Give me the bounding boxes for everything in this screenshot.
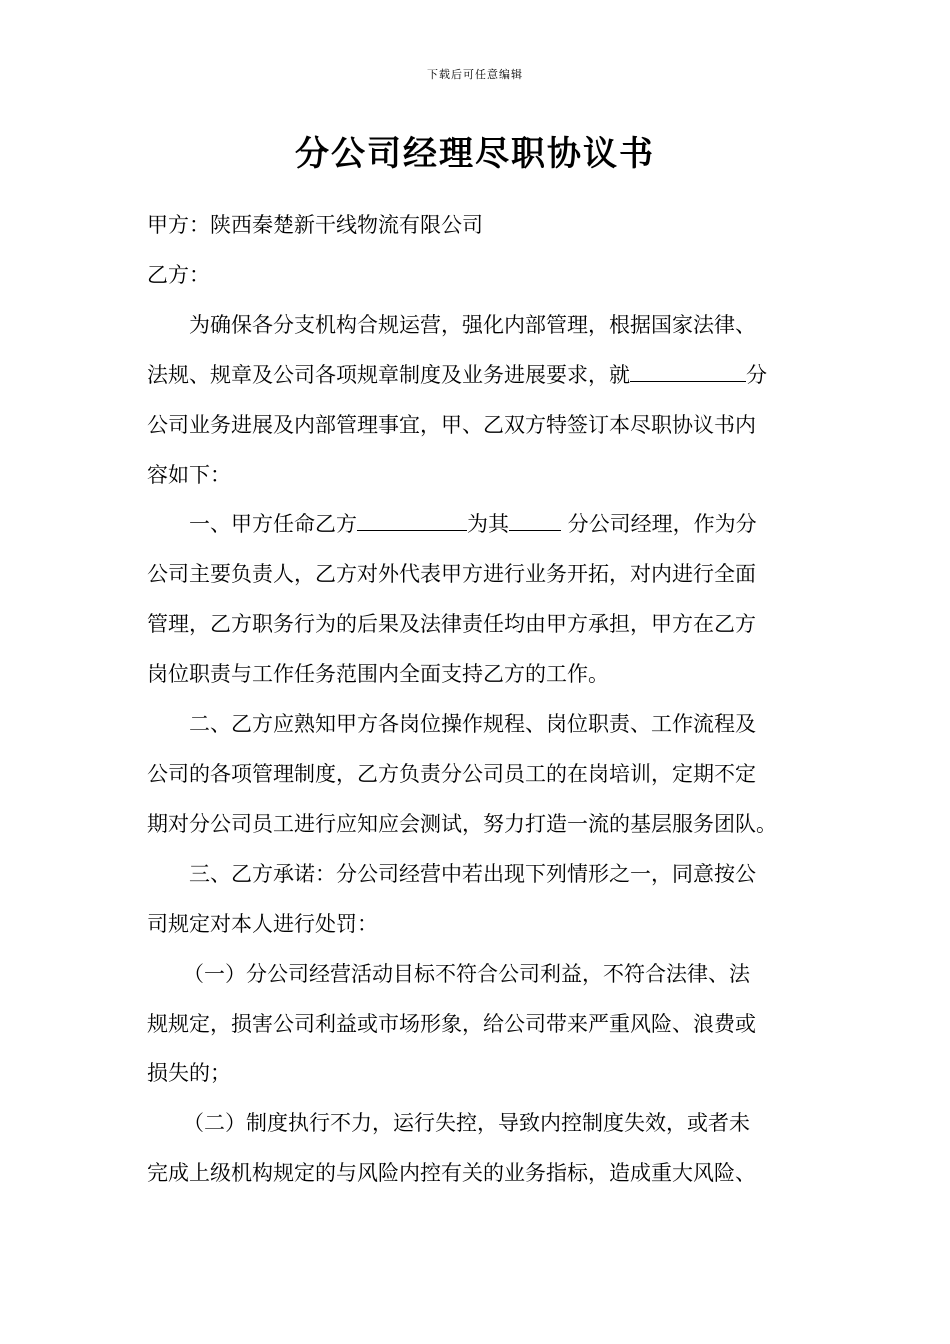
clause-1-text-a: 一、甲方任命乙方: [189, 512, 357, 536]
clause-1-line-3: 管理，乙方职务行为的后果及法律责任均由甲方承担，甲方在乙方: [147, 612, 756, 636]
intro-line-2: [147, 359, 807, 391]
intro-line-2-tail: 分: [746, 363, 767, 387]
clause-3-line-1: 三、乙方承诺：分公司经营中若出现下列情形之一，同意按公: [189, 862, 756, 886]
item-2-line-2: 完成上级机构规定的与风险内控有关的业务指标，造成重大风险、: [147, 1161, 756, 1185]
item-2-line-1: （二）制度执行不力，运行失控，导致内控制度失效，或者未: [183, 1111, 750, 1135]
clause-1-line-4: 岗位职责与工作任务范围内全面支持乙方的工作。: [147, 662, 609, 686]
document-title: 分公司经理尽职协议书: [295, 134, 655, 174]
party-a-line: 甲方：陕西秦楚新干线物流有限公司: [147, 213, 483, 237]
item-1-line-1: （一）分公司经营活动目标不符合公司利益，不符合法律、法: [183, 962, 750, 986]
clause-1-text-c: 分公司经理，作为分: [561, 512, 757, 536]
item-1-line-3: 损失的；: [147, 1061, 231, 1085]
clause-1-line-1: [189, 508, 809, 540]
header-note: 下载后可任意编辑: [427, 68, 523, 81]
intro-line-2-text: 法规、规章及公司各项规章制度及业务进展要求，就: [147, 363, 630, 387]
clause-1-line-2: 公司主要负责人，乙方对外代表甲方进行业务开拓，对内进行全面: [147, 562, 756, 586]
branch-blank[interactable]: [509, 510, 561, 531]
intro-line-1: 为确保各分支机构合规运营，强化内部管理，根据国家法律、: [189, 313, 756, 337]
clause-2-line-3: 期对分公司员工进行应知应会测试，努力打造一流的基层服务团队。: [147, 812, 777, 836]
clause-2-line-2: 公司的各项管理制度，乙方负责分公司员工的在岗培训，定期不定: [147, 762, 756, 786]
clause-2-line-1: 二、乙方应熟知甲方各岗位操作规程、岗位职责、工作流程及: [189, 712, 756, 736]
clause-1-text-b: 为其: [467, 512, 509, 536]
branch-name-blank[interactable]: [630, 361, 746, 382]
clause-3-line-2: 司规定对本人进行处罚：: [147, 912, 378, 936]
intro-line-3: 公司业务进展及内部管理事宜，甲、乙双方特签订本尽职协议书内: [147, 413, 756, 437]
appointee-name-blank[interactable]: [357, 510, 467, 531]
party-b-line: 乙方：: [147, 263, 210, 287]
intro-line-4: 容如下：: [147, 463, 231, 487]
item-1-line-2: 规规定，损害公司利益或市场形象，给公司带来严重风险、浪费或: [147, 1012, 756, 1036]
